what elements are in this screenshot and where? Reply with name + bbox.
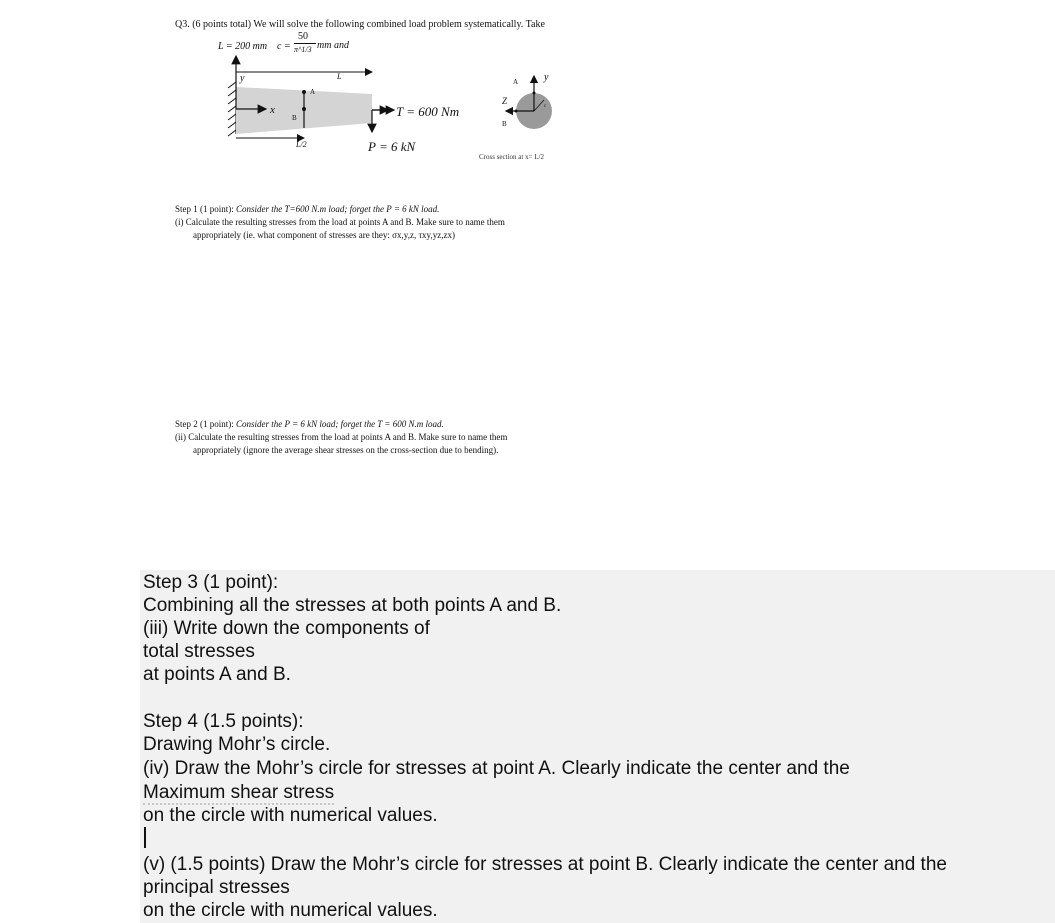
step2-title-italic: Consider the P = 6 kN load; forget the T = 600 N.m load. [236,419,444,429]
force-label: P = 6 kN [368,139,416,154]
cs-label-A: A [513,78,519,86]
question-header: Q3. (6 points total) We will solve the following combined load problem systematically. Take [175,19,545,30]
fraction-bar [294,43,316,44]
text-cursor [144,827,146,848]
step1-line2: appropriately (ie. what component of stresses are they: σx,y,z, τxy,yz,zx) [193,230,455,240]
step3-line3: total stresses [143,641,255,662]
fraction-denominator: π^1/3 [294,45,312,54]
step2-line2: appropriately (ignore the average shear stresses on the cross-section due to bending). [193,445,499,455]
given-c-prefix: c = [277,41,291,52]
step3-title: Step 3 (1 point): [143,572,279,593]
cs-label-y: y [544,72,549,83]
step3-line2: (iii) Write down the components of [143,618,430,639]
given-c-suffix: mm and [317,40,349,51]
step4-title: Step 4 (1.5 points): [143,711,304,732]
label-x: x [270,104,275,116]
cs-label-z: Z [502,96,508,106]
step4-line2: (iv) Draw the Mohr’s circle for stresses at point A. Clearly indicate the center and the [143,758,850,779]
step4-line1: Drawing Mohr’s circle. [143,734,331,755]
cross-section-caption: Cross section at x= L/2 [479,153,544,161]
label-A: A [310,88,316,96]
given-length: L = 200 mm [218,41,268,52]
label-L-half: L/2 [296,140,307,149]
cs-label-c: c [544,104,547,109]
step1-heading [175,204,439,214]
torque-label: T = 600 Nm [396,104,460,119]
step1-title: Step 1 (1 point): [175,204,234,214]
step3-line1: Combining all the stresses at both points A and B. [143,595,562,616]
label-y: y [240,73,245,84]
cs-label-B: B [502,120,507,128]
step4-line4: on the circle with numerical values. [143,805,438,826]
point-B-dot [302,107,306,111]
step2-line1: (ii) Calculate the resulting stresses from the load at points A and B. Make sure to name them [175,432,508,442]
label-L: L [337,72,342,81]
label-B: B [292,114,297,122]
step5-line2: principal stresses [143,877,290,898]
cs-point-B-dot [515,110,518,113]
step1-title-italic: Consider the T=600 N.m load; forget the P = 6 kN load. [236,204,440,214]
step1-line1: (i) Calculate the resulting stresses from the load at points A and B. Make sure to name them [175,217,505,227]
step3-line4: at points A and B. [143,664,291,685]
step2-heading [175,419,444,429]
point-A-dot [302,90,306,94]
max-shear-spellcheck[interactable]: Maximum shear stress [143,782,335,803]
step5-line3: on the circle with numerical values. [143,900,438,921]
step2-title: Step 2 (1 point): [175,419,234,429]
step5-line1: (v) (1.5 points) Draw the Mohr’s circle for stresses at point B. Clearly indicate the center and the [143,854,947,875]
cs-point-A-dot [533,92,536,95]
step4-line3 [143,782,334,804]
fraction-numerator: 50 [298,31,308,42]
wall-support [228,82,236,136]
